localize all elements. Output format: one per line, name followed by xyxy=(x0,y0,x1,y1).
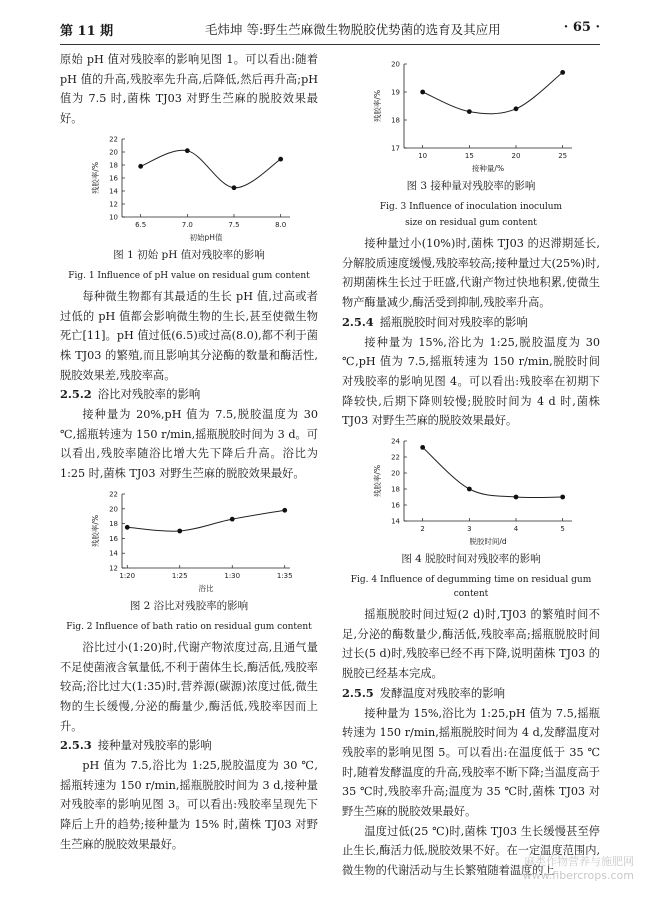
section-number: 2.5.4 xyxy=(342,314,374,329)
y-tick-label: 19 xyxy=(391,88,400,97)
y-tick-label: 17 xyxy=(391,144,400,153)
y-tick-label: 14 xyxy=(109,549,118,558)
y-tick-label: 16 xyxy=(109,534,118,543)
data-point xyxy=(514,106,519,111)
paragraph: 每种微生物都有其最适的生长 pH 值,过高或者过低的 pH 值都会影响微生物的生长,甚至使微生物死亡[11]。pH 值过低(6.5)或过高(8.0),都不利于菌株 TJ03 的繁殖,而且影响其分泌酶的数量和酶活性,脱胶效果差,残胶率高。 xyxy=(60,289,318,382)
section-number: 2.5.2 xyxy=(60,387,92,402)
data-point xyxy=(278,157,283,162)
paragraph: 接种量过小(10%)时,菌株 TJ03 的迟滞期延长,分解胶质速度缓慢,残胶率较高;接种量过大(25%)时,初期菌株生长过于旺盛,代谢产物过快地积累,使微生物产酶量减少,酶活受到抑制,残胶率升高。 xyxy=(342,237,600,310)
section-number: 2.5.3 xyxy=(60,738,92,753)
x-tick-label: 1:35 xyxy=(276,571,293,580)
x-tick-label: 10 xyxy=(418,152,428,160)
y-tick-label: 18 xyxy=(391,116,400,125)
x-tick-label: 7.5 xyxy=(228,220,240,229)
x-axis-label: 浴比 xyxy=(198,583,214,593)
y-tick-label: 10 xyxy=(109,213,118,222)
data-point xyxy=(230,517,235,522)
y-tick-label: 14 xyxy=(391,517,400,526)
x-tick-label: 5 xyxy=(560,525,565,534)
series-line xyxy=(141,150,281,188)
y-tick-label: 20 xyxy=(109,505,118,514)
y-tick-label: 22 xyxy=(109,490,118,499)
figure-4 xyxy=(342,435,600,601)
data-point xyxy=(467,487,472,492)
page-header xyxy=(0,0,660,44)
x-axis-label: 初始pH值 xyxy=(189,232,223,242)
figure-1 xyxy=(60,133,318,283)
paragraph: 接种量为 15%,浴比为 1:25,脱胶温度为 30 ℃,pH 值为 7.5,摇瓶转速为 150 r/min,脱胶时间对残胶率的影响见图 4。可以看出:残胶率在初期下降较快,后期下降则较慢;脱胶时间为 4 d 时,菌株 TJ03 对野生苎麻的脱胶效果最好。 xyxy=(342,335,600,428)
x-tick-label: 20 xyxy=(511,152,521,160)
section-heading xyxy=(342,684,600,704)
data-point xyxy=(420,90,425,95)
x-tick-label: 1:20 xyxy=(119,571,136,580)
data-point xyxy=(125,525,130,530)
paragraph: 浴比过小(1:20)时,代谢产物浓度过高,且通气量不足使菌液含氧量低,不利于菌体生长,酶活低,残胶率较高;浴比过大(1:35)时,营养源(碳源)浓度过低,微生物的生长缓慢,分泌的酶量少,酶活低,残胶率因而上升。 xyxy=(60,640,318,733)
watermark-line: www.fibercrops.com xyxy=(522,869,634,882)
x-tick-label: 1:30 xyxy=(224,571,241,580)
y-tick-label: 14 xyxy=(109,187,118,196)
data-point xyxy=(420,445,425,450)
paragraph: 接种量为 15%,浴比为 1:25,pH 值为 7.5,摇瓶转速为 150 r/min,摇瓶脱胶时间为 4 d,发酵温度对残胶率的影响见图 5。可以看出:在温度低于 35 ℃时,随着发酵温度的升高,残胶率不断下降;当温度高于 35 ℃时,残胶率升高;温度为 35 ℃时,菌株 TJ03 对野生苎麻的脱胶效果最好。 xyxy=(342,706,600,819)
y-tick-label: 12 xyxy=(109,564,118,573)
figure-caption-en: size on residual gum content xyxy=(405,218,537,228)
paragraph: pH 值为 7.5,浴比为 1:25,脱胶温度为 30 ℃,摇瓶转速为 150 r/min,摇瓶脱胶时间为 3 d,接种量对残胶率的影响见图 3。可以看出:残胶率呈现先下降后上升的趋势;接种量为 15% 时,菌株 TJ03 对野生苎麻的脱胶效果最好。 xyxy=(60,759,318,851)
section-title: 发酵温度对残胶率的影响 xyxy=(379,685,506,700)
y-tick-label: 16 xyxy=(391,501,400,510)
y-tick-label: 22 xyxy=(391,453,400,462)
x-tick-label: 25 xyxy=(558,152,568,160)
x-axis-label: 接种量/% xyxy=(471,164,505,173)
running-title: 毛炜坤 等:野生苎麻微生物脱胶优势菌的选育及其应用 xyxy=(205,22,501,37)
data-point xyxy=(138,164,143,169)
y-tick-label: 18 xyxy=(109,519,118,528)
y-tick-label: 20 xyxy=(109,148,118,157)
chart-fig2 xyxy=(60,488,318,594)
x-tick-label: 6.5 xyxy=(135,220,147,229)
figure-3 xyxy=(342,58,600,230)
y-axis-label: 残胶率/% xyxy=(91,161,100,194)
issue-number: 第 11 期 xyxy=(60,24,114,39)
watermark-line: 麻类作物营养与施肥网 xyxy=(524,855,634,868)
x-axis-label: 脱胶时间/d xyxy=(469,537,507,547)
series-line xyxy=(127,510,285,531)
x-tick-label: 8.0 xyxy=(275,220,287,229)
data-point xyxy=(177,528,182,533)
section-heading xyxy=(342,313,600,333)
paragraph: 摇瓶脱胶时间过短(2 d)时,TJ03 的繁殖时间不足,分泌的酶数量少,酶活低,残胶率高;摇瓶脱胶时间过长(5 d)时,残胶率已经不再下降,说明菌株 TJ03 的脱胶已经基本完成。 xyxy=(342,608,600,681)
figure-caption-cn: 图 2 浴比对残胶率的影响 xyxy=(129,599,249,612)
figure-caption-en: Fig. 1 Influence of pH value on residual gum content xyxy=(68,270,310,281)
y-axis-label: 残胶率/% xyxy=(91,514,100,547)
data-point xyxy=(185,148,190,153)
y-axis-label: 残胶率/% xyxy=(373,464,382,498)
x-tick-label: 2 xyxy=(420,525,425,534)
paragraph: 原始 pH 值对残胶率的影响见图 1。可以看出:随着 pH 值的升高,残胶率先升高,后降低,然后再升高;pH 值为 7.5 时,菌株 TJ03 对野生苎麻的脱胶效果最好。 xyxy=(60,53,318,126)
section-heading xyxy=(60,385,318,405)
data-point xyxy=(560,495,565,500)
paragraph: 温度过低(25 ℃)时,菌株 TJ03 生长缓慢甚至停止生长,酶活力低,脱胶效果不好。在一定温度范围内,微生物的代谢活动与生长繁殖随着温度的上 xyxy=(342,824,600,878)
figure-caption-en: Fig. 4 Influence of degumming time on residual gum content xyxy=(350,575,592,600)
y-axis-label: 残胶率/% xyxy=(373,89,382,123)
left-column xyxy=(60,50,318,855)
x-tick-label: 7.0 xyxy=(181,220,193,229)
section-title: 接种量对残胶率的影响 xyxy=(97,738,212,753)
y-tick-label: 18 xyxy=(391,485,400,494)
x-tick-label: 1:25 xyxy=(171,571,188,580)
y-tick-label: 20 xyxy=(391,469,400,478)
figure-caption-cn: 图 1 初始 pH 值对残胶率的影响 xyxy=(113,248,265,261)
figure-2 xyxy=(60,488,318,634)
data-point xyxy=(232,185,237,190)
chart-fig1 xyxy=(60,133,318,243)
section-number: 2.5.5 xyxy=(342,685,374,700)
y-tick-label: 12 xyxy=(109,200,118,209)
chart-fig4 xyxy=(342,435,600,547)
page-number: · 65 · xyxy=(563,20,600,35)
y-tick-label: 22 xyxy=(109,135,118,144)
data-point xyxy=(282,508,287,513)
y-tick-label: 24 xyxy=(391,437,400,446)
data-point xyxy=(560,70,565,75)
section-heading xyxy=(60,736,318,756)
x-tick-label: 3 xyxy=(467,525,472,534)
figure-caption-en: Fig. 3 Influence of inoculation inoculum xyxy=(379,202,563,212)
watermark xyxy=(523,855,634,883)
series-line xyxy=(423,447,563,497)
figure-caption-cn: 图 3 接种量对残胶率的影响 xyxy=(406,180,536,192)
x-tick-label: 15 xyxy=(464,152,474,160)
figure-caption-en: Fig. 2 Influence of bath ratio on residual gum content xyxy=(66,621,312,632)
section-title: 摇瓶脱胶时间对残胶率的影响 xyxy=(379,314,528,329)
figure-caption-cn: 图 4 脱胶时间对残胶率的影响 xyxy=(401,553,541,566)
y-tick-label: 20 xyxy=(391,60,400,69)
section-title: 浴比对残胶率的影响 xyxy=(97,387,201,402)
paragraph: 接种量为 20%,pH 值为 7.5,脱胶温度为 30 ℃,摇瓶转速为 150 r/min,摇瓶脱胶时间为 3 d。可以看出,残胶率随浴比增大先下降后升高。浴比为 1:25 时,菌株 TJ03 对野生苎麻的脱胶效果最好。 xyxy=(60,408,318,481)
series-line xyxy=(423,72,563,113)
y-tick-label: 18 xyxy=(109,161,118,170)
header-rule xyxy=(60,44,600,45)
right-column xyxy=(342,50,600,881)
chart-fig3 xyxy=(342,58,600,174)
data-point xyxy=(514,495,519,500)
y-tick-label: 16 xyxy=(109,174,118,183)
data-point xyxy=(467,109,472,114)
x-tick-label: 4 xyxy=(513,525,519,534)
